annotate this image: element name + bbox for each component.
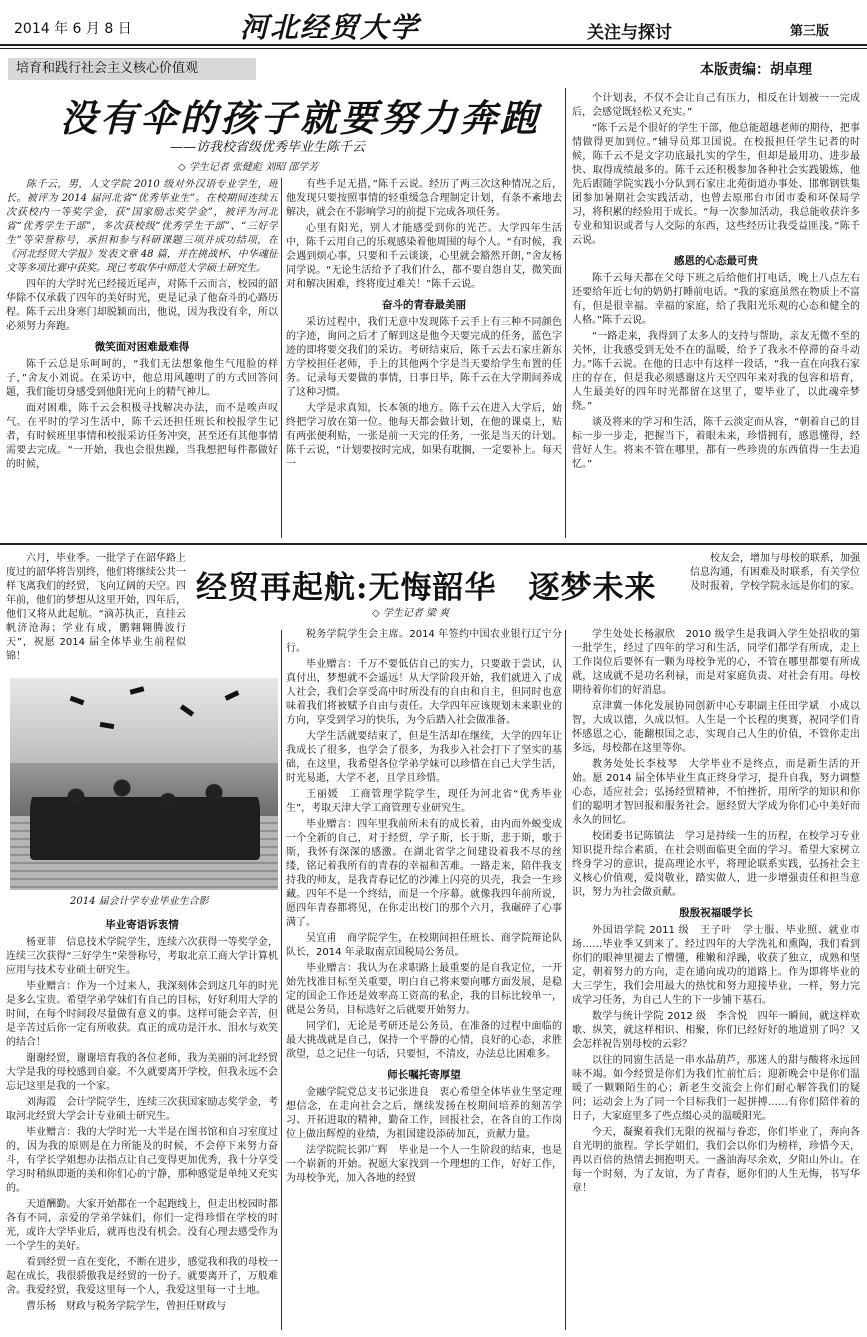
article1-subtitle: ——访我校省级优秀毕业生陈千云 <box>170 140 366 155</box>
paragraph: 心里有阳光，别人才能感受到你的光芒。大学四年生活中，陈千云用自己的乐观感染着他周围的每个人。“有时候，我会遇到烦心事，只要和千云谈谈，心里就会豁然开朗，”舍友杨同学说。“无论生活给予了我们什么，都不要自怨自艾，微笑面对和解决困难，终将度过难关！”陈千云说。 <box>286 223 562 290</box>
paragraph: 学生处处长杨淑欣 2010 级学生是我调入学生处招收的第一批学生，经过了四年的学习和生活，同学们都学有所成，走上工作岗位后要怀有一颗为母校争光的心，不管在哪里都要有所成就，这成就不是功名利禄，而是对家庭负责、对社会有用。母校期待着你们的好消息。 <box>572 629 860 696</box>
article1-subhead-youth: 奋斗的青春最美丽 <box>382 299 466 311</box>
column-divider <box>565 630 566 1330</box>
paragraph: 陈千云总是乐呵呵的，“我们无法想象他生气甩脸的样子，”舍友小刘说。在采访中，他总用风趣明了的方式回答问题，我们能切身感受到他阳光向上的精气神儿。 <box>6 359 278 398</box>
photo-caption: 2014 届会计学专业毕业生合影 <box>70 896 209 907</box>
paragraph: 大学生活就要结束了，但是生活却在继续，大学的四年让我成长了很多，也学会了很多，为我步入社会打下了坚实的基础，在这里，我希望各位学弟学妹可以珍惜在自己大学生活，时光易逝，大学不老，且学且珍惜。 <box>286 731 562 784</box>
header-rule-thin <box>0 48 867 49</box>
page-editor: 本版责编：胡卓理 <box>700 62 812 78</box>
article1-title: 没有伞的孩子就要努力奔跑 <box>60 96 540 140</box>
paragraph: 吴宜甫 商学院学生，在校期间担任班长、商学院辩论队队长，2014 年录取南京国税局公务员。 <box>286 933 562 958</box>
article2-subhead-greetings: 殷殷祝福暖学长 <box>679 907 753 919</box>
article2-middle-column <box>286 628 562 1332</box>
issue-date: 2014 年 6 月 8 日 <box>14 21 132 37</box>
article1-column-1 <box>6 178 278 538</box>
paragraph: 数学与统计学院 2012 级 李含悦 四年一瞬间，就这样欢歌、纵笑，就这样相识、相聚，你们已经好好的地道别了吗？又会怎样祝告别母校的云彩？ <box>572 1011 860 1050</box>
article2-subhead-farewell: 毕业寄语诉衷情 <box>105 919 179 931</box>
header-rule <box>0 44 867 46</box>
article1-byline: ◇ 学生记者 张健彪 刘昭 邵学芳 <box>178 162 319 173</box>
paragraph: 看到经贸一直在变化，不断在进步，感觉我和我的母校一起在成长，我很骄傲我是经贸的一份子。就要离开了，万般难舍。我爱经贸，我爱这里每一个人，我爱这里每一寸土地。 <box>6 1257 278 1296</box>
paragraph: 四年的大学时光已经接近尾声，对陈千云而言，校园的韶华除不仅承载了四年的美好时光，更是记录了他奋斗的心路历程。陈千云出身寒门却脱颖而出，他说，因为我没有伞，所以必须努力奔跑。 <box>6 279 278 332</box>
paragraph: 采访过程中，我们无意中发现陈千云手上有三种不同颜色的字迹，询问之后才了解到这是他今天要完成的任务，蓝色字迹的即将要交我们的采访。考研结束后，陈千云去石家庄新东方学校担任老师，手上的其他两个字是当天要给学生布置的任务。记录每天要做的事情，日事日毕，陈千云在大学期间养成了这种习惯。 <box>286 317 562 398</box>
paragraph: 毕业赠言：千万不要低估自己的实力，只要敢于尝试，认真付出，梦想就不会遥远！从大学阶段开始，我们就进入了成人社会，我们会享受高中时所没有的自由和自主，但同时也意味着我们将被赋予自由与责任。大学四年应该规划未来职业的方向，享受到学习的快乐，为今后踏入社会做准备。 <box>286 659 562 726</box>
paragraph: 毕业赠言：四年里我前所未有的成长着，由内而外蜕变成一个全新的自己，对于经贸，学子斯，长于斯，悲于斯，歌于斯，我怀有深深的感激。在湖北省学之间建设着我不尽的丝缕，铭记着我所有的青春的幸福和苦难。一路走来，陪伴我支持我的师友，是我青春记忆的沙滩上闪亮的贝壳，我会一生珍藏。四年不是一个终结，而是一个序幕。就像我四年前所说，愿四年青春都将见，在你走出校门的那个六月，我碾碎了心事满了。 <box>286 819 562 928</box>
paragraph: 金融学院党总支书记张进良 衷心希望全体毕业生坚定理想信念，在走向社会之后，继续发扬在校期间培养的刻苦学习、开拓进取的精神，勤奋工作，回报社会，在各自的工作岗位上做出辉煌的业绩，为祖国建设添砖加瓦，贡献力量。 <box>286 1087 562 1140</box>
paragraph: 外国语学院 2011 级 王子叶 学士服、毕业照、就业市场……毕业季又到来了。经过四年的大学洗礼和熏陶，我们看到你们的眼神里褪去了懵懂，稚嫩和浮躁，收获了独立，成熟和坚定，朝着努力的方向，走在通向成功的道路上。作为即将毕业的大三学生，我们会用最大的热忱和努力迎接毕业，一样，努力完成学习任务，为自己人生的下一步铺下基石。 <box>572 925 860 1006</box>
paragraph: 毕业赠言：我认为在求职路上最重要的是自我定位，一开始先找准目标至关重要，明白自己将来要向哪方面发展，是稳定的国企工作还是效率高工资高的私企，我的目标比较单一，就是公务员，目标选好之后就要开始努力。 <box>286 963 562 1016</box>
article1-intro: 陈千云，男，人文学院 2010 级对外汉语专业学生，班长。被评为 2014 届河北省“优秀毕业生”。在校期间连续五次获校内一等奖学金，获“国家励志奖学金”，被评为河北省“优秀学生干部”，多次获校级“优秀学生干部”、“三好学生”等荣誉称号，承担和参与科研课题三项并成功结项，在《河北经贸大学报》发表文章 48 篇，并在挑战杯、中华魂征文等多项比赛中获奖。现已考取华中师范大学硕士研究生。 <box>6 179 278 274</box>
article2-subhead-mentors: 师长嘱托寄厚望 <box>387 1069 461 1081</box>
paragraph: 陈千云每天都在父母下班之后给他们打电话，晚上八点左右还要给年近七旬的奶奶打睡前电话。“我的家庭虽然在物质上不富有，但是很幸福。幸福的家庭，给了我阳光乐观的心态和健全的人格。”陈千云说。 <box>572 273 860 326</box>
article1-subhead-grateful: 感恩的心态最可贵 <box>674 255 758 267</box>
article2-lead-right <box>690 552 860 622</box>
paragraph: 面对困难，陈千云会积极寻找解决办法，而不是唉声叹气。在平时的学习生活中，陈千云还担任班长和校报学生记者，有时候班里事情和校报采访任务冲突，甚至还有其他事情需要去完成。“一开始，我也会很焦躁，当我想把每件都做好的时候， <box>6 403 278 470</box>
paragraph: 曹乐杨 财政与税务学院学生，曾担任财政与 <box>26 1301 226 1312</box>
paragraph: 杨亚菲 信息技术学院学生，连续六次获得一等奖学金，连续三次获得“三好学生”荣誉称号，考取北京工商大学计算机应用与技术专业硕士研究生。 <box>6 937 278 976</box>
paragraph: 校友会，增加与母校的联系，加强信息沟通，有困难及时联系，有关学位及时报着，学校学院永远是你们的家。 <box>690 553 860 592</box>
paragraph: 谢谢经贸，谢谢培育我的各位老师，我为美丽的河北经贸大学是我的母校感到自豪。不久就要离开学校，但我永远不会忘记这里是我的一个家。 <box>6 1053 278 1092</box>
paragraph: 法学院院长郭广辉 毕业是一个人一生阶段的结束，也是一个崭新的开始。祝愿大家找到一个理想的工作，好好工作，为母校争光，加入各地的经贸 <box>286 1145 562 1184</box>
paragraph: 王丽媛 工商管理学院学生，现任为河北省“优秀毕业生”，考取天津大学工商管理专业研究生。 <box>286 789 562 814</box>
paragraph: 京津冀一体化发展协同创新中心专职副主任田学斌 小成以智，大成以德，久成以恒。人生是一个长程的奥赛，祝同学们肯怀感恩之心，能翻根国之志，实现自己人生的价值，不管你走出多远，母校都在这里等你。 <box>572 701 860 754</box>
article1-subhead-difficulty: 微笑面对困难最难得 <box>94 341 190 353</box>
paragraph: 谈及将来的学习和生活，陈千云淡定而从容，“朝着自己的目标一步一步走，把握当下，着眼未来，珍惜拥有，感恩懂得，经营好人生。将来不管在哪里，都有一些珍贵的东西值得一生去追忆。” <box>572 417 860 470</box>
paragraph: 刘海霞 会计学院学生，连续三次获国家励志奖学金，考取河北经贸大学会计专业硕士研究生。 <box>6 1097 278 1122</box>
article2-title: 经贸再起航:无悔韶华 逐梦未来 <box>196 570 657 606</box>
paragraph: 校团委书记陈镇法 学习是持续一生的历程，在校学习专业知识提升综合素质，在社会则面临更全面的学习。希望大家树立终身学习的意识，提高理论水平，将理论联系实践，弘扬社会主义核心价值观，爱岗敬业，踏实做人，进一步增强责任和担当意识，努力为社会做贡献。 <box>572 831 860 898</box>
paragraph: 同学们，无论是考研还是公务员，在准备的过程中面临的最大挑战就是自己，保持一个平静的心情，良好的心态，求胜欲望，总之记住一句话，只要恒，不清皮，办法总比困难多。 <box>286 1021 562 1060</box>
column-divider <box>281 630 282 1330</box>
paragraph: 个计划表，不仅不会让自己有压力，相反在计划被一一完成后，会感觉既轻松又充实。” <box>572 93 860 118</box>
section-title: 关注与探讨 <box>587 23 672 43</box>
article2-lead <box>6 552 186 676</box>
paragraph: “一路走来，我得到了太多人的支持与帮助，亲友无微不至的关怀，让我感受到无处不在的温暖，给予了我永不停滞的奋斗动力。”陈千云说。在他的日志中有这样一段话，“我一直在向我石家庄的存在，但是我必须感谢这片天空四年来对我的包容和培育，人生最美好的四年时光都留在这里了，要毕业了，以此魂牵梦绕。” <box>572 331 860 412</box>
paragraph: 天道酬勤。大家开始都在一个起跑线上，但走出校园时都各有不同，亲爱的学弟学妹们，你们一定得珍惜在学校的时光，或许大学毕业后，就再也没有机会。没有心理去感受作为一个学生的美好。 <box>6 1199 278 1252</box>
page-number: 第三版 <box>790 24 830 39</box>
column-divider <box>565 88 566 538</box>
paragraph: 毕业赠言：我的大学时光一大半是在图书馆和自习室度过的，因为我的原则是在力所能及的时候，不会停下来努力奋斗，有学长学姐想办法指点让自己变得更加优秀，我十分享受学习时稍纵即逝的美和你们心的宁静，那种感觉是单纯又充实的。 <box>6 1127 278 1194</box>
article1-column-2 <box>286 178 562 538</box>
article2-byline: ◇ 学生记者 梁 爽 <box>372 608 450 619</box>
paragraph: 以往的同窗生活是一串水晶葫芦，那迷人的甜与酸将永远回味不竭。如今经贸是你们为我们忙前忙后；迎新晚会中是你们温暖了一颗颗陌生的心；新老生交流会上你们耐心解答我们的疑问；运动会上为了同一个目标我们一起拼搏……有你们陪伴着的日子，大家庭里多了些点缀心灵的温暖阳光。 <box>572 1055 860 1122</box>
column-divider <box>281 178 282 538</box>
paragraph: 有些手足无措，”陈千云说。经历了两三次这种情况之后，他发现只要按照事情的轻重缓急合理制定计划，有条不紊地去解决，就会在不影响学习的前提下完成各项任务。 <box>286 179 562 218</box>
masthead-logo: 河北经贸大学 <box>240 11 421 44</box>
paragraph: 大学是求真知，长本领的地方。陈千云在进入大学后，始终把学习放在第一位。他每天都会做计划，在他的课桌上，贴有两张便利贴，一张是前一天完的任务，一张是当天的计划。陈千云说，“计划要按时完成，如果有耽搁，一定要补上。每天一 <box>286 403 562 470</box>
paragraph: 税务学院学生会主席。2014 年签约中国农业银行辽宁分行。 <box>286 629 562 654</box>
article-separator <box>0 543 867 545</box>
paragraph: “陈千云是个很好的学生干部，他总能超越老师的期待，把事情做得更加到位。”辅导员郑卫国说。在校报担任学生记者的时候，陈千云不是文字功底最扎实的学生，但却是最用功、进步最快、取得成绩最多的。陈千云还积极参加各种社会实践锻炼，他先后跟随学院实践小分队到石家庄北苑街道办事处、邯郸钢铁集团参加暑期社会实践活动，也曾去原邢台市团市委和环保局学习，将积累的经验用于成长。“每一次参加活动，我总能收获许多专业和知识或者与人交际的东西，这些经历让我受益匪浅。”陈千云说。 <box>572 123 860 246</box>
paragraph: 今天，凝聚着我们无限的祝福与眷恋，你们毕业了，奔向各自光明的旅程。学长学姐们，我们会以你们为榜样，珍惜今天，再以百倍的热情去拥抱明天。一盏油海尽余欢，夕阳山外山。在每一个时刻，为了友谊，为了青春，愿你们的人生无悔，书写华章！ <box>572 1127 860 1194</box>
paragraph: 六月，毕业季。一批学子在韶华路上度过的韶华将告别终，他们将继续公共一样飞离我们的经贸，飞向辽阔的天空。四年前，他们的梦想从这里开始，四年后，他们又将从此起航。“滴苏执正，直挂云帆济沧海；学业有成，鹏翱翱腾波行天”，祝愿 2014 届全体毕业生前程似锦！ <box>6 553 186 662</box>
article2-right-column <box>572 628 860 1332</box>
graduation-photo <box>10 678 278 890</box>
paragraph: 教务处处长李枝琴 大学毕业不是终点，而是新生活的开始。愿 2014 届全体毕业生真正终身学习，提升自我，努力调整心态，适应社会；弘扬经贸精神，不怕挫折，用所学的知识和你们的聪明才智回报和服务社会。愿经贸大学成为你们心中美好而永久的回忆。 <box>572 759 860 826</box>
paragraph: 毕业赠言：作为一个过来人，我深刻体会到这几年的时光是多么宝贵。希望学弟学妹们有自己的目标，好好利用大学的时间，在每个时间段尽量做有意义的事。这样可能会辛苦，但是辛苦过后你一定有所收获。真正的成功是汗水、泪水与欢笑的结合！ <box>6 981 278 1048</box>
article1-column-3 <box>572 92 860 538</box>
topic-banner: 培育和践行社会主义核心价值观 <box>8 58 256 80</box>
article2-left-column <box>6 912 278 1332</box>
